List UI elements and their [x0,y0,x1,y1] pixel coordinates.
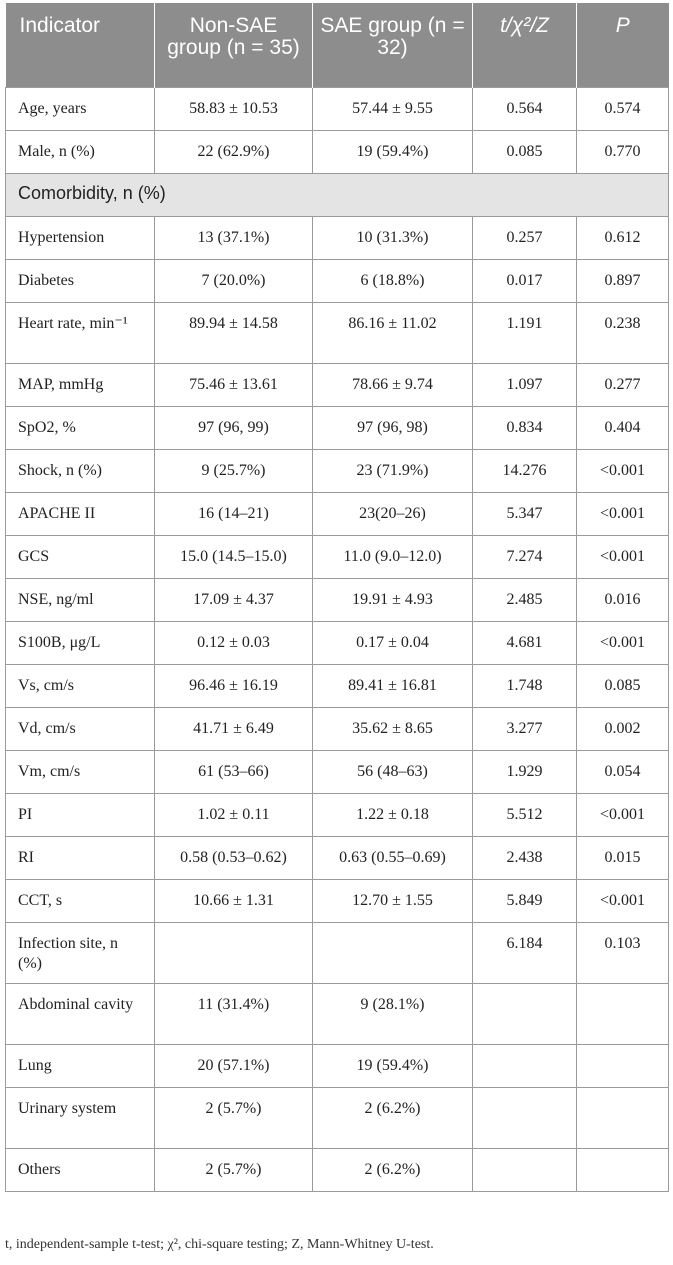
row-label: NSE, ng/ml [6,578,155,621]
p-value: 0.016 [577,578,669,621]
table-row [6,259,669,302]
row-label: RI [6,836,155,879]
p-value: 0.897 [577,259,669,302]
row-label: Urinary system [6,1087,155,1148]
table-row [6,578,669,621]
row-label: Age, years [6,87,155,130]
table-row [6,793,669,836]
row-label: Male, n (%) [6,130,155,173]
p-value: <0.001 [577,492,669,535]
table-row [6,983,669,1044]
non-sae-value: 61 (53–66) [155,750,313,793]
table-row [6,707,669,750]
sae-value: 23(20–26) [313,492,473,535]
row-label: APACHE II [6,492,155,535]
stat-value: 4.681 [473,621,577,664]
stat-value: 0.017 [473,259,577,302]
sae-value: 19.91 ± 4.93 [313,578,473,621]
sae-value: 12.70 ± 1.55 [313,879,473,922]
non-sae-value: 10.66 ± 1.31 [155,879,313,922]
sae-value: 97 (96, 98) [313,406,473,449]
header-test-statistic: t/χ²/Z [473,3,577,87]
row-label: Vd, cm/s [6,707,155,750]
p-value: <0.001 [577,535,669,578]
stat-value: 2.485 [473,578,577,621]
sae-value: 10 (31.3%) [313,216,473,259]
stat-value [473,1148,577,1191]
table-row [6,1148,669,1191]
sae-value: 23 (71.9%) [313,449,473,492]
header-row [6,3,669,87]
non-sae-value: 75.46 ± 13.61 [155,363,313,406]
stat-value: 0.257 [473,216,577,259]
p-value [577,1087,669,1148]
non-sae-value: 9 (25.7%) [155,449,313,492]
table-row [6,449,669,492]
stat-value [473,1087,577,1148]
non-sae-value: 7 (20.0%) [155,259,313,302]
table-row [6,302,669,363]
p-value: <0.001 [577,621,669,664]
stat-value [473,983,577,1044]
table-row [6,216,669,259]
header-indicator: Indicator [6,3,155,87]
section-label: Comorbidity, n (%) [6,173,669,216]
row-label: Heart rate, min⁻¹ [6,302,155,363]
stat-value: 1.191 [473,302,577,363]
stat-value: 7.274 [473,535,577,578]
stat-value: 1.748 [473,664,577,707]
p-value: 0.103 [577,922,669,983]
table-footnote: t, independent-sample t-test; χ², chi-square testing; Z, Mann-Whitney U-test. [5,1237,434,1252]
table-row [6,836,669,879]
row-label: Vm, cm/s [6,750,155,793]
table-row [6,1087,669,1148]
stat-value: 3.277 [473,707,577,750]
table-row [6,406,669,449]
header-p-value: P [577,3,669,87]
p-value: 0.015 [577,836,669,879]
row-label: Others [6,1148,155,1191]
sae-value: 35.62 ± 8.65 [313,707,473,750]
non-sae-value: 1.02 ± 0.11 [155,793,313,836]
table-row [6,492,669,535]
table-row [6,363,669,406]
table-row [6,1044,669,1087]
table-row [6,750,669,793]
non-sae-value: 0.12 ± 0.03 [155,621,313,664]
p-value [577,983,669,1044]
stat-value: 1.097 [473,363,577,406]
non-sae-value: 20 (57.1%) [155,1044,313,1087]
data-table [5,3,669,1192]
p-value: 0.770 [577,130,669,173]
row-label: MAP, mmHg [6,363,155,406]
non-sae-value: 58.83 ± 10.53 [155,87,313,130]
table-row [6,621,669,664]
sae-value [313,922,473,983]
stat-value: 0.085 [473,130,577,173]
sae-value: 2 (6.2%) [313,1148,473,1191]
stat-value: 2.438 [473,836,577,879]
non-sae-value [155,922,313,983]
table-row [6,87,669,130]
stat-value: 0.834 [473,406,577,449]
row-label: S100B, μg/L [6,621,155,664]
stat-value: 5.849 [473,879,577,922]
non-sae-value: 2 (5.7%) [155,1087,313,1148]
p-value: 0.277 [577,363,669,406]
row-label: Diabetes [6,259,155,302]
sae-value: 89.41 ± 16.81 [313,664,473,707]
p-value: 0.085 [577,664,669,707]
table-row [6,535,669,578]
non-sae-value: 41.71 ± 6.49 [155,707,313,750]
non-sae-value: 2 (5.7%) [155,1148,313,1191]
sae-value: 2 (6.2%) [313,1087,473,1148]
non-sae-value: 15.0 (14.5–15.0) [155,535,313,578]
sae-value: 9 (28.1%) [313,983,473,1044]
row-label: PI [6,793,155,836]
non-sae-value: 17.09 ± 4.37 [155,578,313,621]
p-value: <0.001 [577,449,669,492]
stat-value: 1.929 [473,750,577,793]
sae-value: 11.0 (9.0–12.0) [313,535,473,578]
non-sae-value: 0.58 (0.53–0.62) [155,836,313,879]
p-value: <0.001 [577,879,669,922]
table-row [6,879,669,922]
sae-value: 57.44 ± 9.55 [313,87,473,130]
stat-value: 14.276 [473,449,577,492]
p-value: 0.054 [577,750,669,793]
non-sae-value: 22 (62.9%) [155,130,313,173]
row-label: Infection site, n (%) [6,922,155,983]
non-sae-value: 97 (96, 99) [155,406,313,449]
p-value: 0.612 [577,216,669,259]
stat-value: 6.184 [473,922,577,983]
p-value [577,1044,669,1087]
row-label: Hypertension [6,216,155,259]
stat-value: 0.564 [473,87,577,130]
non-sae-value: 16 (14–21) [155,492,313,535]
table-row [6,130,669,173]
sae-value: 6 (18.8%) [313,259,473,302]
header-non-sae-group: Non-SAE group (n = 35) [155,3,313,87]
non-sae-value: 96.46 ± 16.19 [155,664,313,707]
sae-value: 19 (59.4%) [313,130,473,173]
p-value: 0.404 [577,406,669,449]
non-sae-value: 13 (37.1%) [155,216,313,259]
row-label: Vs, cm/s [6,664,155,707]
p-value: 0.002 [577,707,669,750]
header-sae-group: SAE group (n = 32) [313,3,473,87]
row-label: Abdominal cavity [6,983,155,1044]
p-value [577,1148,669,1191]
sae-value: 86.16 ± 11.02 [313,302,473,363]
sae-value: 1.22 ± 0.18 [313,793,473,836]
stat-value: 5.512 [473,793,577,836]
p-value: <0.001 [577,793,669,836]
non-sae-value: 89.94 ± 14.58 [155,302,313,363]
non-sae-value: 11 (31.4%) [155,983,313,1044]
sae-value: 78.66 ± 9.74 [313,363,473,406]
section-row [6,173,669,216]
sae-value: 19 (59.4%) [313,1044,473,1087]
p-value: 0.574 [577,87,669,130]
table-row [6,922,669,983]
sae-value: 56 (48–63) [313,750,473,793]
stat-value: 5.347 [473,492,577,535]
row-label: CCT, s [6,879,155,922]
table-row [6,664,669,707]
p-value: 0.238 [577,302,669,363]
row-label: SpO2, % [6,406,155,449]
sae-value: 0.63 (0.55–0.69) [313,836,473,879]
row-label: GCS [6,535,155,578]
row-label: Shock, n (%) [6,449,155,492]
stat-value [473,1044,577,1087]
row-label: Lung [6,1044,155,1087]
sae-value: 0.17 ± 0.04 [313,621,473,664]
